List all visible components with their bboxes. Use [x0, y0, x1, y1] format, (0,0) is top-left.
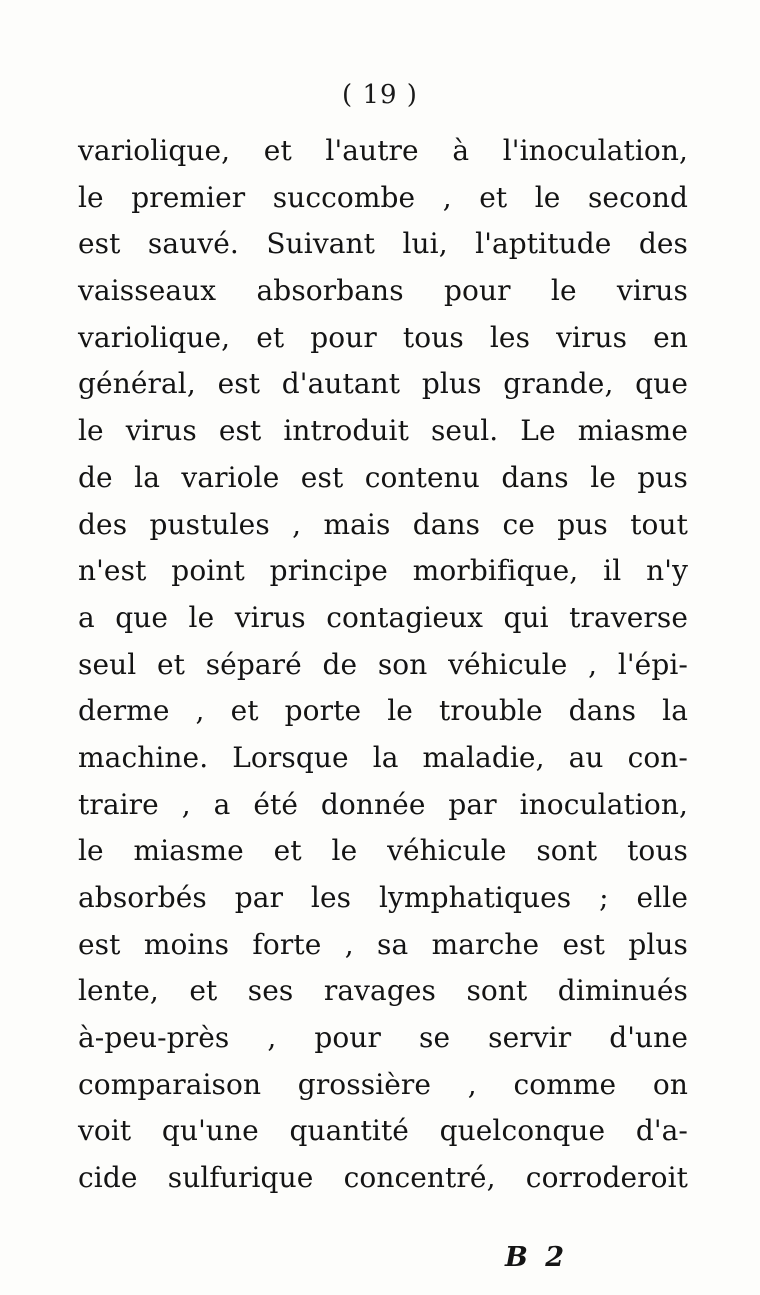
text-line: seul et séparé de son véhicule , l'épi- [78, 647, 688, 681]
text-line: le premier succombe , et le second [78, 180, 688, 214]
text-line: absorbés par les lymphatiques ; elle [78, 881, 688, 914]
text-line: vaisseaux absorbans pour le virus [78, 274, 688, 308]
text-line: traire , a été donnée par inoculation, [78, 787, 688, 821]
text-line: comparaison grossière , comme on [78, 1067, 688, 1101]
text-line: variolique, et l'autre à l'inoculation, [78, 134, 688, 167]
text-line: à-peu-près , pour se servir d'une [78, 1021, 688, 1055]
text-line: derme , et porte le trouble dans la [78, 694, 688, 728]
text-line: lente, et ses ravages sont diminués [78, 974, 688, 1008]
text-line: a que le virus contagieux qui traverse [78, 600, 688, 634]
text-line: machine. Lorsque la maladie, au con- [78, 740, 688, 774]
text-line: variolique, et pour tous les virus en [78, 320, 688, 354]
text-line: voit qu'une quantité quelconque d'a- [78, 1114, 688, 1148]
text-line: de la variole est contenu dans le pus [78, 460, 688, 494]
text-line: des pustules , mais dans ce pus tout [78, 507, 688, 541]
text-line: le miasme et le véhicule sont tous [78, 834, 688, 868]
text-line: est moins forte , sa marche est plus [78, 927, 688, 961]
text-line: est sauvé. Suivant lui, l'aptitude des [78, 227, 688, 261]
text-line: le virus est introduit seul. Le miasme [78, 414, 688, 448]
signature-mark: B 2 [505, 1242, 569, 1273]
text-line: général, est d'autant plus grande, que [78, 367, 688, 401]
body-text [78, 128, 688, 1202]
text-line: n'est point principe morbifique, il n'y [78, 554, 688, 588]
page-number: ( 19 ) [342, 80, 418, 110]
text-line: cide sulfurique concentré, corroderoit [78, 1161, 688, 1195]
